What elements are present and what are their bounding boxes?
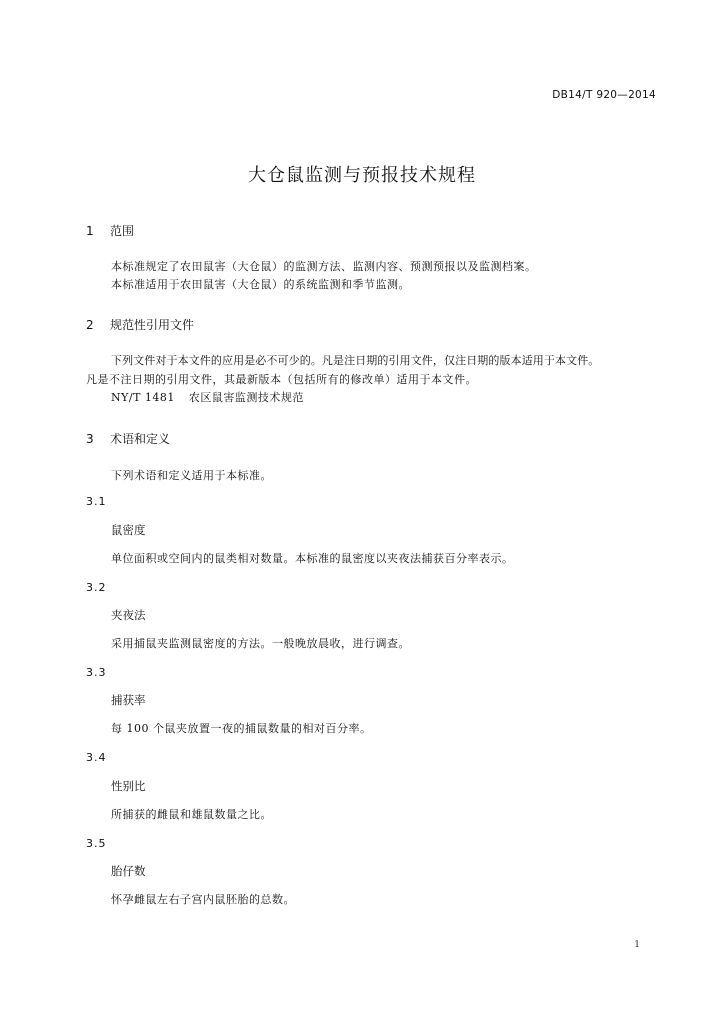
term-definition: 怀孕雌鼠左右子宫内鼠胚胎的总数。 [111, 893, 295, 906]
section-number: 1 [86, 224, 94, 238]
paragraph: 本标准规定了农田鼠害（大仓鼠）的监测方法、监测内容、预测预报以及监测档案。 [111, 260, 537, 273]
reference-code: NY/T 1481 [111, 391, 175, 404]
section-number: 2 [86, 318, 94, 332]
term-name: 性别比 [111, 779, 146, 793]
paragraph: 下列术语和定义适用于本标准。 [111, 469, 272, 482]
subsection-number: 3.4 [86, 751, 107, 764]
term-name: 胎仔数 [111, 864, 146, 878]
term-definition: 单位面积或空间内的鼠类相对数量。本标准的鼠密度以夹夜法捕获百分率表示。 [111, 552, 514, 565]
section-heading-terms [86, 430, 170, 447]
section-heading-references [86, 316, 194, 333]
section-heading-scope [86, 222, 134, 239]
subsection-number: 3.1 [86, 495, 107, 508]
paragraph: 凡是不注日期的引用文件，其最新版本（包括所有的修改单）适用于本文件。 [86, 373, 477, 386]
term-definition: 采用捕鼠夹监测鼠密度的方法。一般晚放晨收，进行调查。 [111, 637, 410, 650]
subsection-number: 3.3 [86, 666, 107, 679]
term-name: 夹夜法 [111, 608, 146, 622]
reference-title: 农区鼠害监测技术规范 [188, 391, 304, 404]
normative-reference [111, 389, 304, 405]
section-title: 术语和定义 [110, 432, 171, 446]
page-number: 1 [634, 940, 640, 950]
term-name: 捕获率 [111, 693, 146, 707]
section-title: 规范性引用文件 [110, 318, 195, 332]
subsection-number: 3.2 [86, 581, 107, 594]
term-definition: 每 100 个鼠夹放置一夜的捕鼠数量的相对百分率。 [111, 722, 372, 735]
section-number: 3 [86, 432, 94, 446]
paragraph: 下列文件对于本文件的应用是必不可少的。凡是注日期的引用文件，仅注日期的版本适用于本文件。 [111, 354, 600, 367]
section-title: 范围 [110, 224, 135, 238]
term-name: 鼠密度 [111, 523, 146, 537]
subsection-number: 3.5 [86, 837, 107, 850]
document-title: 大仓鼠监测与预报技术规程 [248, 165, 476, 186]
term-definition: 所捕获的雌鼠和雄鼠数量之比。 [111, 808, 272, 821]
standard-code: DB14/T 920—2014 [552, 89, 656, 101]
paragraph: 本标准适用于农田鼠害（大仓鼠）的系统监测和季节监测。 [111, 278, 410, 291]
